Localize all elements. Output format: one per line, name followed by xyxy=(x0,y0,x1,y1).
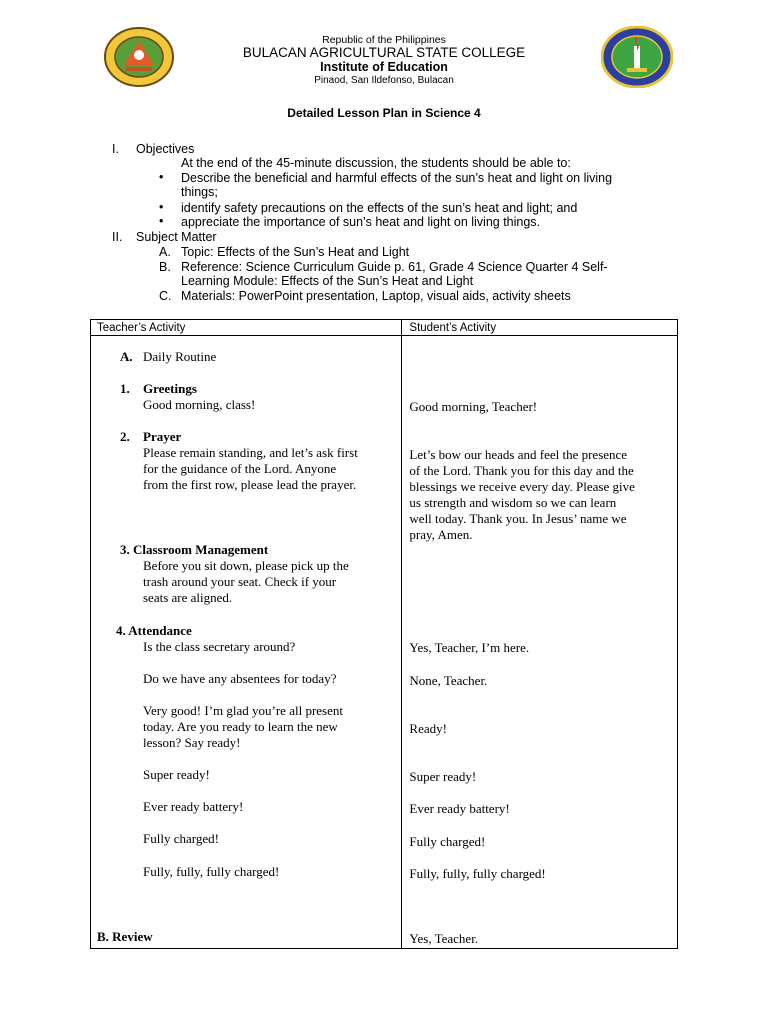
col2-label: Student’s Activity xyxy=(409,322,497,334)
attendance-student: Yes, Teacher, I’m here. xyxy=(409,640,530,655)
objectives-heading: Objectives xyxy=(136,142,195,156)
bullet-icon: • xyxy=(159,170,164,184)
objective-item: identify safety precautions on the effects of the sun’s heat and light; and xyxy=(181,201,578,215)
attendance-teacher: Do we have any absentees for today? xyxy=(143,671,337,686)
subject-item: Topic: Effects of the Sun’s Heat and Light xyxy=(181,245,410,259)
greetings-student: Good morning, Teacher! xyxy=(409,399,538,414)
objectives-num: I. xyxy=(112,142,119,156)
chant-student: Fully, fully, fully charged! xyxy=(409,866,546,881)
classroom-management-heading: 3. Classroom Management xyxy=(120,542,269,557)
subject-letter: C. xyxy=(159,289,172,303)
page-title: Detailed Lesson Plan in Science 4 xyxy=(287,106,481,120)
address: Pinaod, San Ildefonso, Bulacan xyxy=(314,75,454,86)
student-activity-cell xyxy=(402,336,678,949)
greetings-num: 1. xyxy=(120,381,130,396)
daily-routine-letter: A. xyxy=(120,349,133,364)
chant-teacher: Fully, fully, fully charged! xyxy=(143,864,280,879)
college-name: BULACAN AGRICULTURAL STATE COLLEGE xyxy=(242,45,526,60)
chant-student: Super ready! xyxy=(409,769,477,784)
prayer-student: blessings we receive every day. Please give xyxy=(409,479,635,494)
republic-line: Republic of the Philippines xyxy=(322,34,446,46)
chant-student: Ever ready battery! xyxy=(409,801,510,816)
chant-student: Fully charged! xyxy=(409,834,486,849)
objective-item: appreciate the importance of sun’s heat and light on living things. xyxy=(181,215,541,229)
objective-item-cont: things; xyxy=(181,185,218,199)
attendance-heading: 4. Attendance xyxy=(116,623,192,638)
objectives-intro: At the end of the 45-minute discussion, the students should be able to: xyxy=(181,156,571,170)
ready-teacher: lesson? Say ready! xyxy=(143,735,241,750)
objective-item: Describe the beneficial and harmful effects of the sun’s heat and light on living xyxy=(181,171,613,185)
teacher-activity-header xyxy=(91,320,402,336)
subject-letter: A. xyxy=(159,245,171,259)
subject-item-cont: Learning Module: Effects of the Sun’s Heat and Light xyxy=(181,274,474,288)
ready-teacher: Very good! I’m glad you’re all present xyxy=(143,703,343,718)
prayer-teacher: Please remain standing, and let’s ask first xyxy=(143,445,358,460)
lesson-table xyxy=(90,319,678,949)
ready-teacher: today. Are you ready to learn the new xyxy=(143,719,338,734)
review-heading: B. Review xyxy=(97,929,153,944)
mgmt-teacher: Before you sit down, please pick up the xyxy=(143,558,349,573)
prayer-teacher: for the guidance of the Lord. Anyone xyxy=(143,461,337,476)
student-activity-header xyxy=(402,320,678,336)
chant-teacher: Ever ready battery! xyxy=(143,799,244,814)
chant-teacher: Fully charged! xyxy=(143,831,219,846)
prayer-student: well today. Thank you. In Jesus’ name we xyxy=(409,511,627,526)
prayer-teacher: from the first row, please lead the prayer. xyxy=(143,477,357,492)
greetings-heading: Greetings xyxy=(143,381,197,396)
attendance-student: None, Teacher. xyxy=(409,673,488,688)
subject-letter: B. xyxy=(159,260,171,274)
prayer-heading: Prayer xyxy=(143,429,182,444)
prayer-student: of the Lord. Thank you for this day and the xyxy=(409,463,634,478)
chant-teacher: Super ready! xyxy=(143,767,210,782)
bullet-icon: • xyxy=(159,214,164,228)
mgmt-teacher: trash around your seat. Check if your xyxy=(143,574,337,589)
attendance-teacher: Is the class secretary around? xyxy=(143,639,296,654)
subject-item: Materials: PowerPoint presentation, Laptop, visual aids, activity sheets xyxy=(181,289,571,303)
prayer-num: 2. xyxy=(120,429,130,444)
prayer-student: us strength and wisdom so we can learn xyxy=(409,495,617,510)
institute-name: Institute of Education xyxy=(320,60,448,74)
bullet-icon: • xyxy=(159,200,164,214)
review-student: Yes, Teacher. xyxy=(409,931,479,946)
teacher-activity-cell xyxy=(91,336,402,949)
subject-heading: Subject Matter xyxy=(136,230,217,244)
ready-student: Ready! xyxy=(409,721,447,736)
subject-num: II. xyxy=(112,230,123,244)
col1-label: Teacher’s Activity xyxy=(97,322,186,334)
daily-routine: Daily Routine xyxy=(143,349,217,364)
prayer-student: Let’s bow our heads and feel the presence xyxy=(409,447,628,462)
subject-item: Reference: Science Curriculum Guide p. 61, Grade 4 Science Quarter 4 Self- xyxy=(181,260,608,274)
mgmt-teacher: seats are aligned. xyxy=(143,590,233,605)
greetings-teacher: Good morning, class! xyxy=(143,397,256,412)
prayer-student: pray, Amen. xyxy=(409,527,473,542)
